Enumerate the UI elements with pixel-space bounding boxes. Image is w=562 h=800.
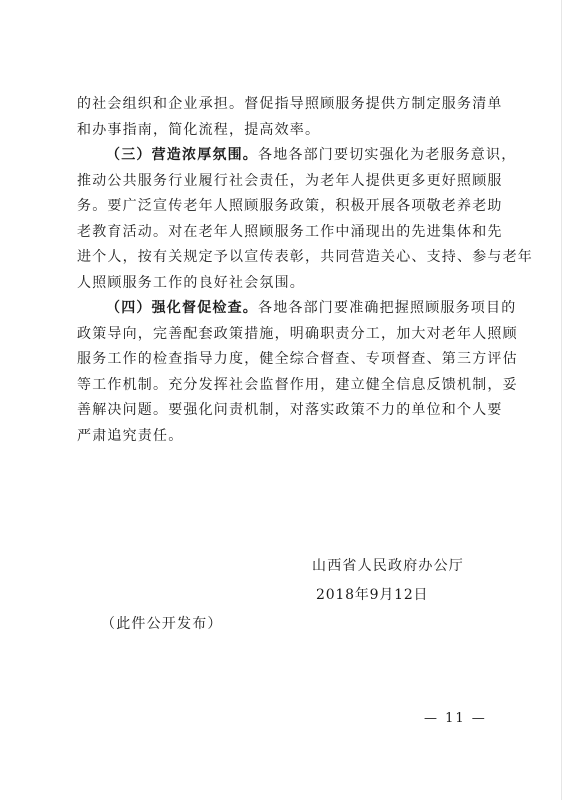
text-line: 人照顾服务工作的良好社会氛围。 <box>77 274 305 291</box>
text-line: 的社会组织和企业承担。督促指导照顾服务提供方制定服务清单 <box>77 96 503 112</box>
text-line: 善解决问题。要强化问责机制，对落实政策不力的单位和个人要 <box>77 402 503 418</box>
text-line: 进个人，按有关规定予以宣传表彰，共同营造关心、支持、参与老年 <box>77 249 533 265</box>
text-line <box>77 143 517 169</box>
text-line: 等工作机制。充分发挥社会监督作用，建立健全信息反馈机制，妥 <box>77 376 518 393</box>
text-line: 务。要广泛宣传老年人照顾服务政策，积极开展各项敬老养老助 <box>77 198 503 214</box>
paragraph-continuation <box>77 92 503 143</box>
document-body <box>77 92 533 449</box>
text-line <box>77 296 517 322</box>
section-heading-supervision: （四）强化督促检查。 <box>106 300 258 316</box>
text-line: 服务工作的检查指导力度，健全综合督查、专项督查、第三方评估 <box>77 351 518 367</box>
text-line: 老教育活动。对在老年人照顾服务工作中涌现出的先进集体和先 <box>77 223 503 240</box>
issuing-authority: 山西省人民政府办公厅 <box>312 558 464 574</box>
text-line: 严肃追究责任。 <box>77 427 184 444</box>
text-line: 政策导向，完善配套政策措施，明确职责分工，加大对老年人照顾 <box>77 325 518 342</box>
paragraph-atmosphere <box>77 143 533 296</box>
text-line: 推动公共服务行业履行社会责任，为老年人提供更多更好照顾服 <box>77 172 503 189</box>
text-fragment: 各地各部门要切实强化为老服务意识， <box>258 147 517 163</box>
publish-note: （此件公开发布） <box>101 616 223 632</box>
text-fragment: 各地各部门要准确把握照顾服务项目的 <box>258 300 517 316</box>
page-number: — 11 — <box>424 711 487 726</box>
paragraph-supervision <box>77 296 518 449</box>
section-heading-atmosphere: （三）营造浓厚氛围。 <box>106 147 258 163</box>
text-line: 和办事指南，简化流程，提高效率。 <box>77 121 321 138</box>
issue-date: 2018年9月12日 <box>316 587 429 603</box>
